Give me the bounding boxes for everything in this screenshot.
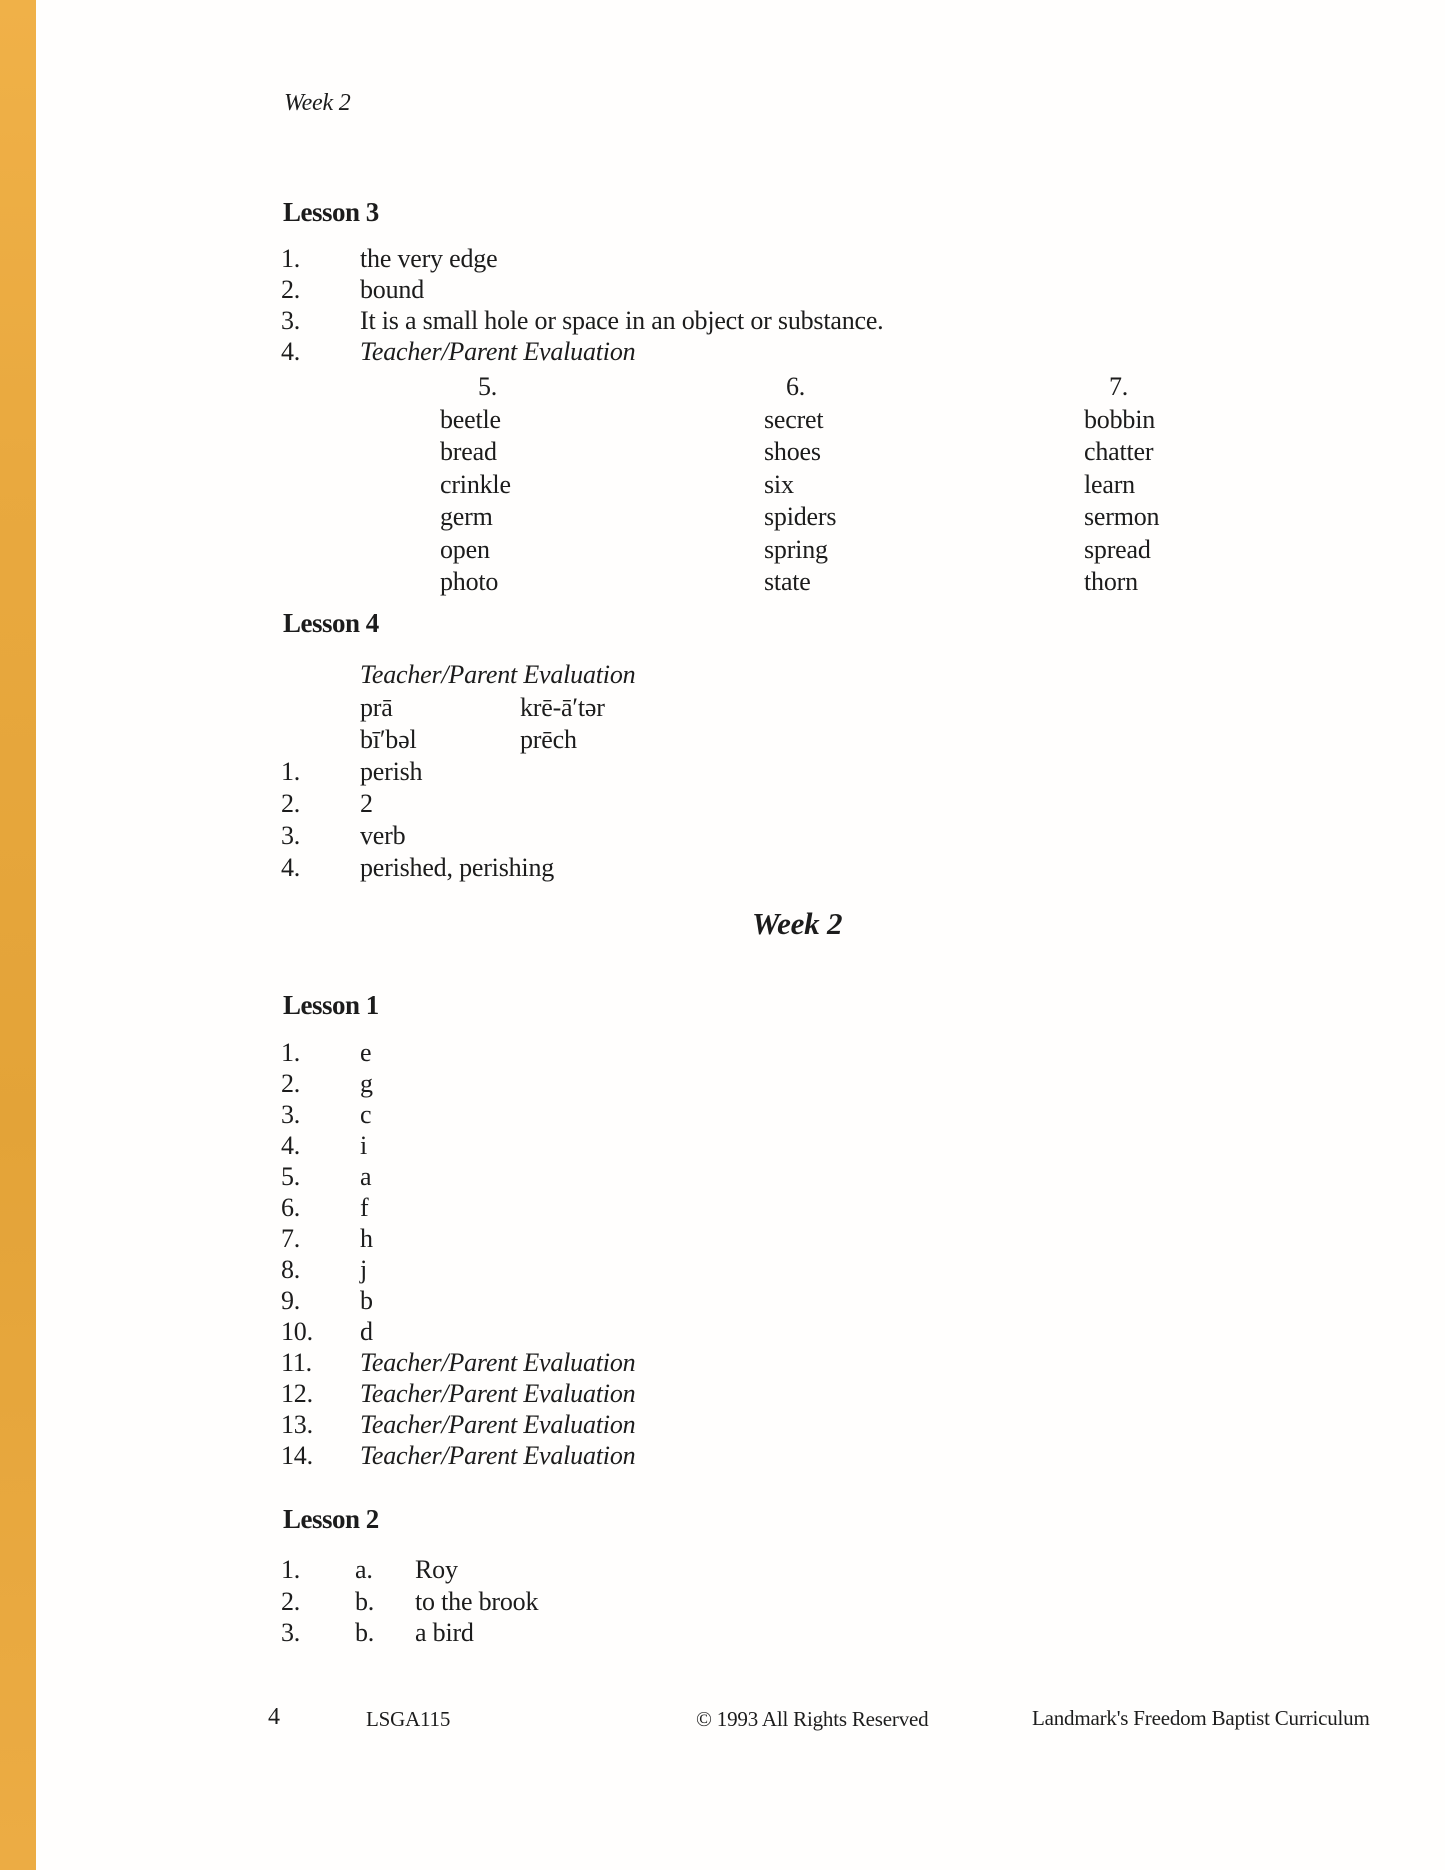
answer-row: [281, 1409, 635, 1440]
item-text: j: [360, 1255, 368, 1284]
item-text: the very edge: [360, 244, 498, 273]
item-text: h: [360, 1224, 373, 1253]
running-header: Week 2: [284, 90, 351, 116]
item-text: g: [360, 1069, 373, 1098]
answer-row: [281, 1316, 635, 1347]
word: bobbin: [1084, 404, 1156, 434]
word: bread: [440, 437, 497, 466]
page-footer: [0, 1704, 1445, 1744]
item-number: 12.: [281, 1379, 313, 1408]
item-text: verb: [360, 821, 406, 850]
item-number: 5.: [281, 1162, 301, 1191]
word: beetle: [440, 404, 501, 434]
item-number: 1.: [281, 757, 301, 786]
answer-row: [281, 1554, 538, 1586]
item-number: 3.: [281, 306, 301, 335]
word-column-5: [440, 371, 511, 599]
answer-row: [281, 243, 883, 274]
lesson-2-answer-list: [281, 1554, 538, 1649]
answer-row: [281, 1223, 635, 1254]
item-number: 3.: [281, 821, 301, 850]
item-number: 2.: [281, 789, 301, 818]
item-text: 2: [360, 789, 373, 818]
answer-row: [281, 1254, 635, 1285]
item-text: Teacher/Parent Evaluation: [360, 337, 636, 366]
item-text: e: [360, 1038, 372, 1067]
page-number: 4: [268, 1704, 280, 1730]
word: crinkle: [440, 469, 511, 499]
item-text: c: [360, 1100, 372, 1129]
column-number: 7.: [1109, 372, 1129, 401]
word: shoes: [764, 437, 821, 466]
lesson-1-title: Lesson 1: [283, 990, 379, 1020]
item-number: 9.: [281, 1286, 301, 1315]
answer-row: [281, 1586, 538, 1618]
word: germ: [440, 502, 493, 531]
item-text: b: [360, 1286, 373, 1315]
lesson-1-answer-list: [281, 1037, 635, 1471]
answer-row: [281, 756, 554, 788]
column-number: 5.: [478, 372, 498, 401]
item-number: 2.: [281, 275, 301, 304]
item-number: 14.: [281, 1441, 313, 1470]
item-number: 10.: [281, 1317, 313, 1346]
item-text: f: [360, 1193, 369, 1222]
item-number: 7.: [281, 1224, 301, 1253]
lesson-4-pronunciations: [360, 692, 605, 756]
word: spring: [764, 534, 828, 564]
item-text: perish: [360, 757, 423, 786]
item-text: Teacher/Parent Evaluation: [360, 1379, 636, 1408]
word: learn: [1084, 469, 1135, 499]
lesson-3-answer-list: [281, 243, 883, 367]
answer-row: [281, 852, 554, 884]
item-text: a bird: [415, 1618, 474, 1647]
word: secret: [764, 404, 824, 434]
answer-row: [281, 1347, 635, 1378]
lesson-2-title: Lesson 2: [283, 1504, 379, 1534]
copyright-notice: © 1993 All Rights Reserved: [696, 1707, 929, 1731]
word: chatter: [1084, 437, 1154, 466]
item-text: Teacher/Parent Evaluation: [360, 1441, 636, 1470]
pronunciation: krē-ā′tər: [520, 693, 605, 722]
item-letter: b.: [355, 1586, 375, 1616]
document-code: LSGA115: [366, 1707, 451, 1731]
item-number: 1.: [281, 1555, 301, 1584]
week-2-heading: Week 2: [752, 906, 843, 941]
column-number: 6.: [786, 372, 806, 401]
item-number: 2.: [281, 1069, 301, 1098]
lesson-3-title: Lesson 3: [283, 197, 379, 227]
item-number: 3.: [281, 1618, 301, 1647]
item-letter: b.: [355, 1618, 375, 1647]
item-number: 3.: [281, 1100, 301, 1129]
pronunciation-row: [360, 692, 605, 724]
item-text: to the brook: [415, 1586, 539, 1616]
word: photo: [440, 567, 499, 596]
item-number: 11.: [281, 1348, 312, 1377]
word: six: [764, 469, 794, 499]
word: thorn: [1084, 567, 1138, 596]
item-text: It is a small hole or space in an object or substance.: [360, 306, 884, 335]
pronunciation: bī′bəl: [360, 725, 417, 754]
answer-row: [281, 1130, 635, 1161]
answer-row: [281, 1068, 635, 1099]
item-text: i: [360, 1131, 368, 1160]
answer-row: [281, 1440, 635, 1471]
answer-row: [281, 1617, 538, 1649]
item-text: perished, perishing: [360, 853, 555, 882]
lesson-4-title: Lesson 4: [283, 608, 379, 638]
answer-row: [281, 1099, 635, 1130]
item-text: Teacher/Parent Evaluation: [360, 1410, 636, 1439]
item-number: 6.: [281, 1193, 301, 1222]
answer-row: [281, 1161, 635, 1192]
item-text: d: [360, 1317, 373, 1346]
item-number: 4.: [281, 1131, 301, 1160]
answer-row: [281, 305, 883, 336]
pronunciation-row: [360, 724, 605, 756]
item-number: 2.: [281, 1586, 301, 1616]
item-number: 1.: [281, 244, 301, 273]
word-column-7: [1084, 371, 1159, 599]
publisher-name: Landmark's Freedom Baptist Curriculum: [1032, 1706, 1370, 1730]
item-text: bound: [360, 275, 425, 304]
word: spread: [1084, 534, 1151, 564]
item-number: 4.: [281, 853, 301, 882]
answer-row: [281, 820, 554, 852]
lesson-4-eval-note: Teacher/Parent Evaluation: [360, 660, 636, 689]
answer-row: [281, 788, 554, 820]
item-text: Roy: [415, 1555, 458, 1584]
answer-row: [281, 1285, 635, 1316]
answer-row: [281, 1378, 635, 1409]
pronunciation: prēch: [520, 725, 577, 754]
item-number: 4.: [281, 337, 301, 366]
word: sermon: [1084, 502, 1160, 531]
item-letter: a.: [355, 1555, 373, 1584]
answer-row: [281, 1037, 635, 1068]
lesson-4-answer-list: [281, 756, 554, 884]
item-text: Teacher/Parent Evaluation: [360, 1348, 636, 1377]
answer-row: [281, 274, 883, 305]
item-text: a: [360, 1162, 372, 1191]
word-column-6: [764, 371, 836, 599]
word: state: [764, 567, 811, 596]
word: open: [440, 534, 490, 564]
word: spiders: [764, 502, 837, 531]
item-number: 1.: [281, 1038, 301, 1067]
pronunciation: prā: [360, 693, 393, 722]
item-number: 13.: [281, 1410, 313, 1439]
answer-row: [281, 336, 883, 367]
page-edge-strip: [0, 0, 36, 1870]
answer-row: [281, 1192, 635, 1223]
item-number: 8.: [281, 1255, 301, 1284]
